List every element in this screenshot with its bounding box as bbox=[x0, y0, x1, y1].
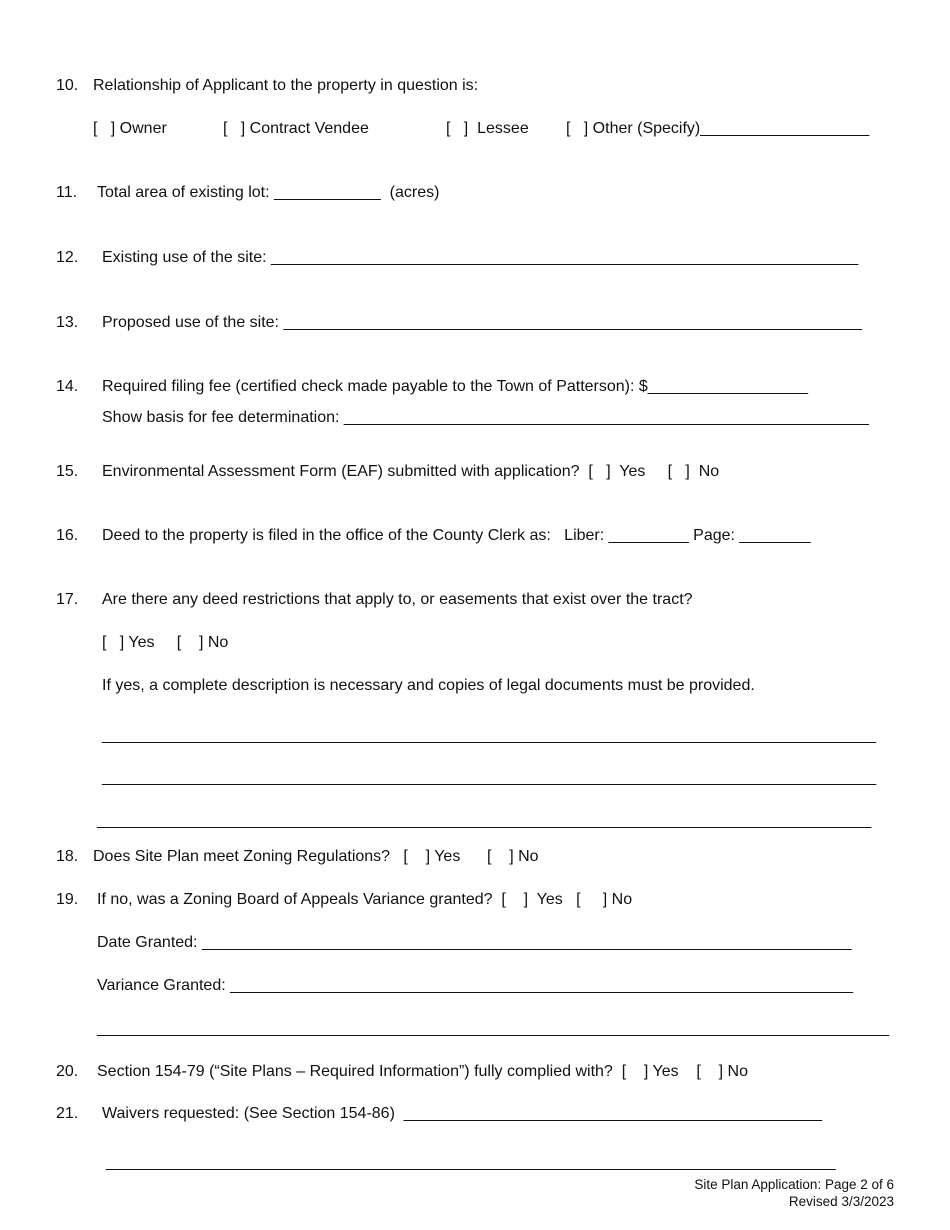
q17-question: Are there any deed restrictions that apply to, or easements that exist over the tract? bbox=[102, 591, 693, 608]
q13-number: 13. bbox=[56, 314, 79, 331]
q19-variance-question[interactable]: If no, was a Zoning Board of Appeals Variance granted? [ ] Yes [ ] No bbox=[97, 891, 633, 908]
q17-description-line-1[interactable]: _______________________________________________________________________________________ bbox=[102, 727, 877, 744]
q21-waivers-field[interactable]: Waivers requested: (See Section 154-86) _______________________________________________ bbox=[102, 1105, 823, 1122]
q15-number: 15. bbox=[56, 463, 79, 480]
q21-waivers-line[interactable]: __________________________________________________________________________________ bbox=[106, 1154, 836, 1171]
q19-variance-granted-field[interactable]: Variance Granted: ______________________________________________________________________ bbox=[97, 977, 853, 994]
q10-number: 10. bbox=[56, 77, 79, 94]
q15-eaf-question[interactable]: Environmental Assessment Form (EAF) submitted with application? [ ] Yes [ ] No bbox=[102, 463, 720, 480]
q16-number: 16. bbox=[56, 527, 79, 544]
q20-compliance-question[interactable]: Section 154-79 (“Site Plans – Required Information”) fully complied with? [ ] Yes [ ] No bbox=[97, 1063, 748, 1080]
q10-other-field[interactable]: [ ] Other (Specify)___________________ bbox=[566, 120, 870, 137]
q17-description-line-3[interactable]: _______________________________________________________________________________________ bbox=[97, 812, 872, 829]
q10-question: Relationship of Applicant to the property in question is: bbox=[93, 77, 479, 94]
q10-lessee-checkbox[interactable]: [ ] Lessee bbox=[446, 120, 529, 137]
q17-yes-no-checkboxes[interactable]: [ ] Yes [ ] No bbox=[102, 634, 229, 651]
q17-description-line-2[interactable]: _______________________________________________________________________________________ bbox=[102, 769, 877, 786]
q16-deed-liber-page-field[interactable]: Deed to the property is filed in the office of the County Clerk as: Liber: _________ Page: ________ bbox=[102, 527, 811, 544]
q12-existing-use-field[interactable]: Existing use of the site: __________________________________________________________________ bbox=[102, 249, 859, 266]
q11-number: 11. bbox=[56, 184, 78, 201]
q18-number: 18. bbox=[56, 848, 79, 865]
q10-owner-checkbox[interactable]: [ ] Owner bbox=[93, 120, 167, 137]
q18-zoning-question[interactable]: Does Site Plan meet Zoning Regulations? [ ] Yes [ ] No bbox=[93, 848, 539, 865]
q11-lot-area-field[interactable]: Total area of existing lot: ____________ (acres) bbox=[97, 184, 440, 201]
q17-note: If yes, a complete description is necessary and copies of legal documents must be provided. bbox=[102, 677, 755, 694]
q21-number: 21. bbox=[56, 1105, 79, 1122]
q19-extra-line[interactable]: _________________________________________________________________________________________ bbox=[97, 1020, 889, 1037]
footer-page-label: Site Plan Application: Page 2 of 6 bbox=[694, 1177, 894, 1192]
q19-number: 19. bbox=[56, 891, 79, 908]
q14-fee-basis-field[interactable]: Show basis for fee determination: ___________________________________________________________ bbox=[102, 409, 869, 426]
q17-number: 17. bbox=[56, 591, 79, 608]
q13-proposed-use-field[interactable]: Proposed use of the site: _________________________________________________________________ bbox=[102, 314, 862, 331]
q14-number: 14. bbox=[56, 378, 79, 395]
q19-date-granted-field[interactable]: Date Granted: _________________________________________________________________________ bbox=[97, 934, 852, 951]
footer-revised-date: Revised 3/3/2023 bbox=[788, 1194, 894, 1209]
q14-filing-fee-field[interactable]: Required filing fee (certified check made payable to the Town of Patterson): $__________________ bbox=[102, 378, 808, 395]
q10-contract-vendee-checkbox[interactable]: [ ] Contract Vendee bbox=[223, 120, 369, 137]
q12-number: 12. bbox=[56, 249, 79, 266]
q20-number: 20. bbox=[56, 1063, 79, 1080]
